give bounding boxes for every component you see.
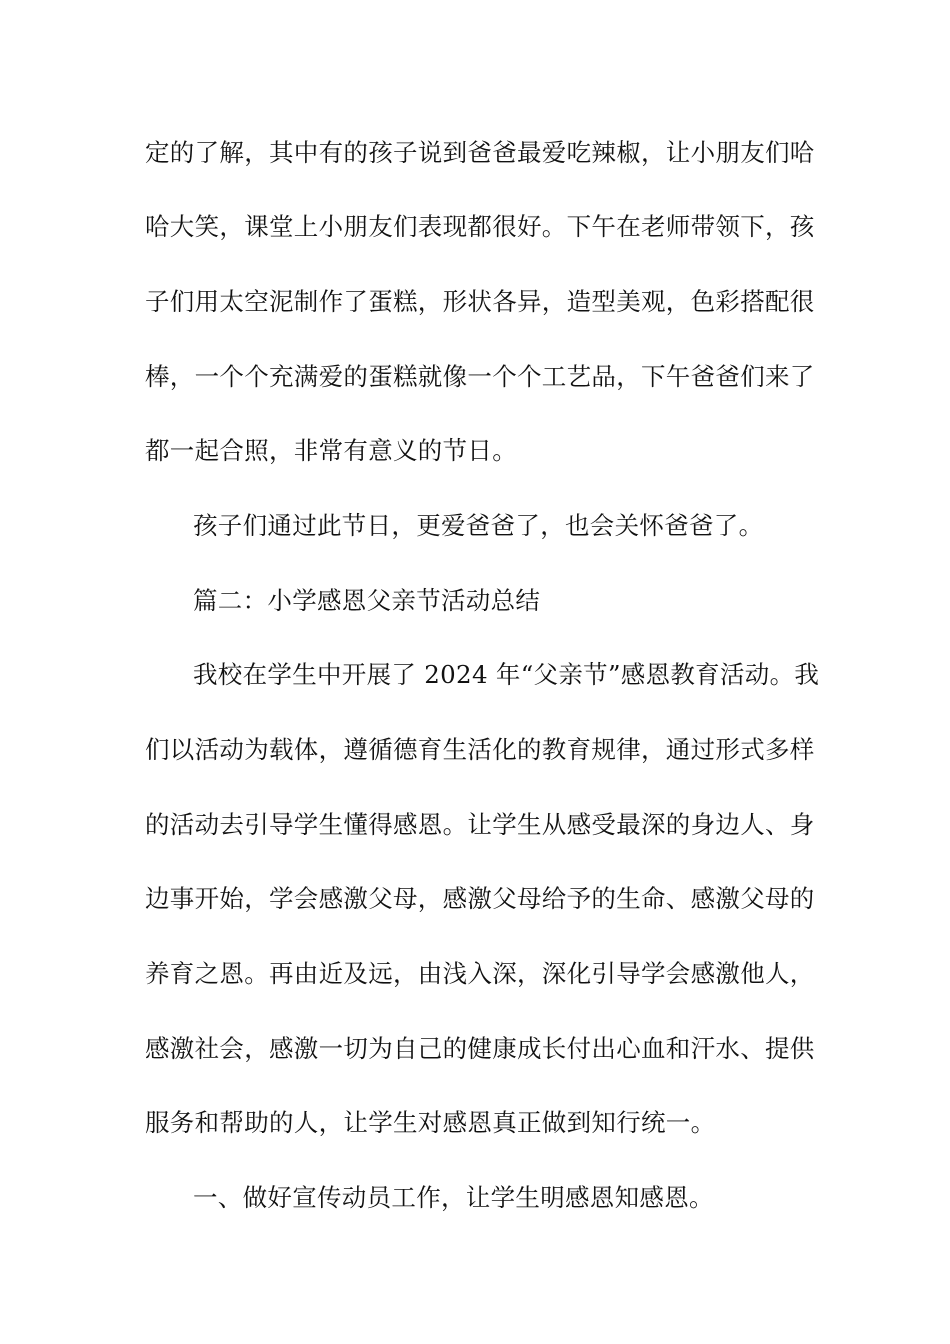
paragraph-line: 我校在学生中开展了 2024 年“父亲节”感恩教育活动。我 <box>193 660 820 689</box>
paragraph-line: 都一起合照，非常有意义的节日。 <box>145 436 517 465</box>
paragraph-line: 哈大笑，课堂上小朋友们表现都很好。下午在老师带领下，孩 <box>145 212 815 241</box>
paragraph-line: 边事开始，学会感激父母，感激父母给予的生命、感激父母的 <box>145 884 815 913</box>
subsection-heading: 一、做好宣传动员工作，让学生明感恩知感恩。 <box>193 1183 714 1212</box>
paragraph-line: 养育之恩。再由近及远，由浅入深，深化引导学会感激他人， <box>145 959 815 988</box>
paragraph-line: 的活动去引导学生懂得感恩。让学生从感受最深的身边人、身 <box>145 810 815 839</box>
paragraph-line: 孩子们通过此节日，更爱爸爸了，也会关怀爸爸了。 <box>193 511 764 540</box>
paragraph-line: 棒，一个个充满爱的蛋糕就像一个个工艺品，下午爸爸们来了 <box>145 362 815 391</box>
paragraph-line: 子们用太空泥制作了蛋糕，形状各异，造型美观，色彩搭配很 <box>145 287 815 316</box>
paragraph-line: 们以活动为载体，遵循德育生活化的教育规律，通过形式多样 <box>145 735 815 764</box>
paragraph-line: 服务和帮助的人，让学生对感恩真正做到知行统一。 <box>145 1108 716 1137</box>
paragraph-line: 感激社会，感激一切为自己的健康成长付出心血和汗水、提供 <box>145 1034 815 1063</box>
section-heading: 篇二：小学感恩父亲节活动总结 <box>193 586 541 615</box>
paragraph-line: 定的了解，其中有的孩子说到爸爸最爱吃辣椒，让小朋友们哈 <box>145 138 815 167</box>
